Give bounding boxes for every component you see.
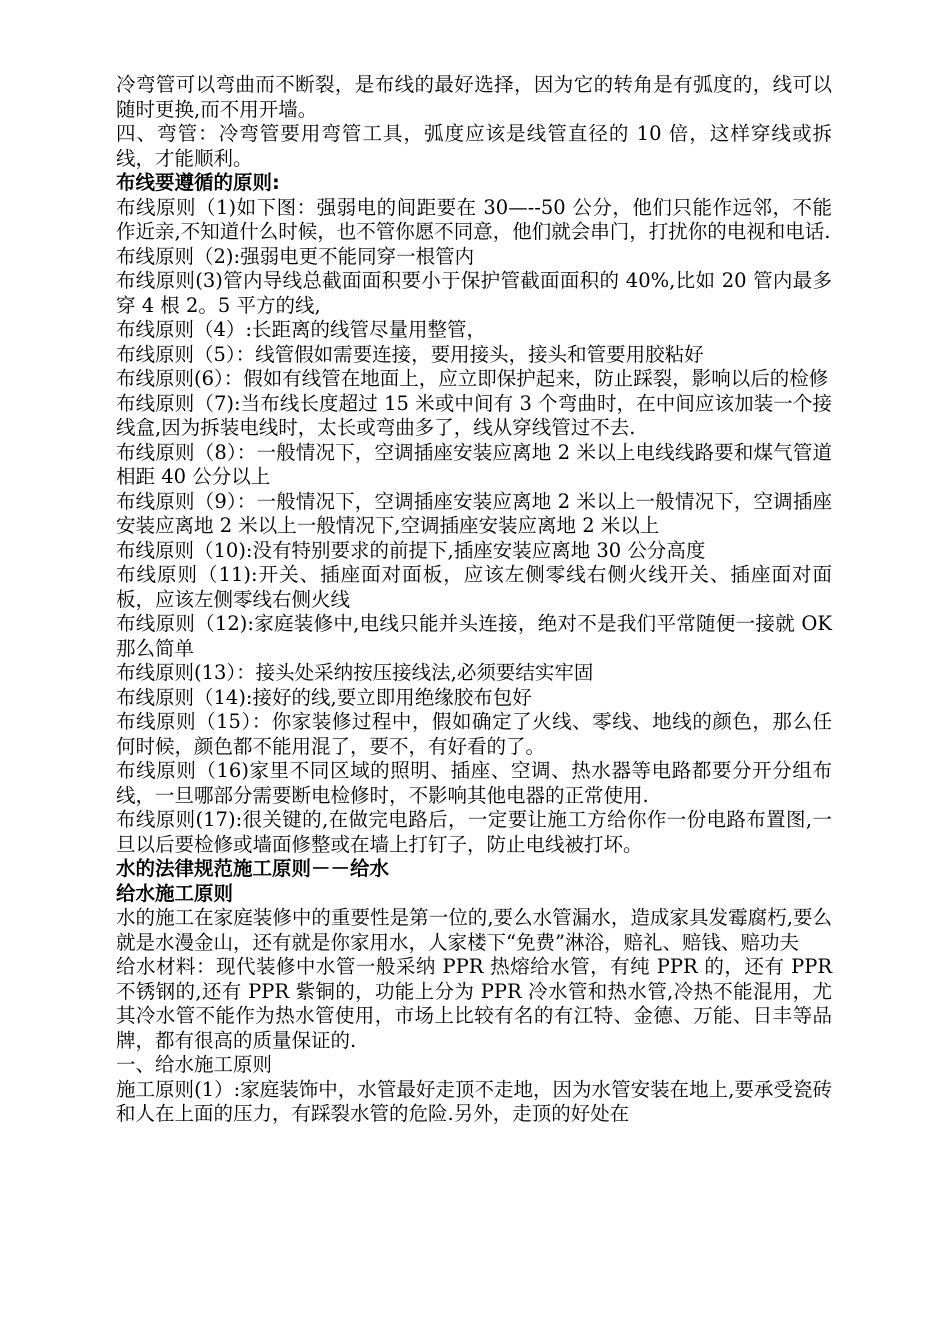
paragraph: 布线原则（5）：线管假如需要连接，要用接头，接头和管要用胶粘好 <box>116 342 704 366</box>
paragraph: 布线原则（14):接好的线,要立即用绝缘胶布包好 <box>116 685 532 709</box>
paragraph: 布线原则（7):当布线长度超过 15 米或中间有 3 个弯曲时，在中间应该加装一个接线盒,因为拆装电线时，太长或弯曲多了，线从穿线管过不去. <box>116 391 832 439</box>
paragraph: 布线原则（16)家里不同区域的照明、插座、空调、热水器等电路都要分开分组布线，一旦哪部分需要断电检修时，不影响其他电器的正常使用. <box>116 759 832 807</box>
paragraph: 一、给水施工原则 <box>116 1053 273 1076</box>
paragraph: 布线原则（11):开关、插座面对面板，应该左侧零线右侧火线开关、插座面对面板，应该左侧零线右侧火线 <box>116 563 832 611</box>
paragraph: 布线原则(3)管内导线总截面面积要小于保护管截面面积的 40%,比如 20 管内最多穿 4 根 2。5 平方的线, <box>116 269 832 317</box>
paragraph: 四、弯管：冷弯管要用弯管工具，弧度应该是线管直径的 10 倍，这样穿线或拆线，才能顺利。 <box>116 122 832 170</box>
paragraph: 布线原则（1)如下图：强弱电的间距要在 30—--50 公分，他们只能作远邻，不能作近亲,不知道什么时候，也不管你愿不同意，他们就会串门，打扰你的电视和电话. <box>116 195 832 243</box>
paragraph: 布线原则（15）：你家装修过程中，假如确定了火线、零线、地线的颜色，那么任何时候，颜色都不能用混了，要不，有好看的了。 <box>116 710 832 758</box>
paragraph: 水的施工在家庭装修中的重要性是第一位的,要么水管漏水，造成家具发霉腐朽,要么就是水漫金山，还有就是你家用水，人家楼下“免费”淋浴，赔礼、赔钱、赔功夫 <box>116 906 832 954</box>
section-heading: 水的法律规范施工原则－－给水 <box>116 857 390 880</box>
document-body <box>116 73 832 1127</box>
paragraph: 布线原则（12):家庭装修中,电线只能并头连接，绝对不是我们平常随便一接就 OK 那么简单 <box>116 612 832 660</box>
paragraph: 布线原则(13）：接头处采纳按压接线法,必须要结实牢固 <box>116 661 594 684</box>
paragraph: 布线原则(17):很关键的,在做完电路后，一定要让施工方给你作一份电路布置图,一旦以后要检修或墙面修整或在墙上打钉子，防止电线被打坏。 <box>116 808 832 856</box>
paragraph: 布线原则（9）：一般情况下，空调插座安装应离地 2 米以上一般情况下，空调插座安装应离地 2 米以上一般情况下,空调插座安装应离地 2 米以上 <box>116 489 832 537</box>
paragraph: 冷弯管可以弯曲而不断裂，是布线的最好选择，因为它的转角是有弧度的，线可以随时更换,而不用开墙。 <box>116 73 832 121</box>
paragraph: 布线原则（4）:长距离的线管尽量用整管， <box>116 318 486 341</box>
paragraph: 布线原则（10):没有特别要求的前提下,插座安装应离地 30 公分高度 <box>116 538 706 562</box>
paragraph: 布线原则（2):强弱电更不能同穿一根管内 <box>116 244 475 268</box>
section-heading: 给水施工原则 <box>116 881 234 905</box>
section-heading: 布线要遵循的原则: <box>116 171 280 194</box>
paragraph: 施工原则(1）:家庭装饰中，水管最好走顶不走地，因为水管安装在地上,要承受瓷砖和人在上面的压力，有踩裂水管的危险.另外，走顶的好处在 <box>116 1077 832 1125</box>
paragraph: 给水材料：现代装修中水管一般采纳 PPR 热熔给水管，有纯 PPR 的，还有 PPR 不锈钢的,还有 PPR 紫铜的，功能上分为 PPR 冷水管和热水管,冷热不能混用，尤其冷水管不能作为热水管使用，市场上比较有名的有江特、金德、万能、日丰等品牌，都有很高的质量保证的. <box>116 955 832 1052</box>
paragraph: 布线原则(6）：假如有线管在地面上，应立即保护起来，防止踩裂，影响以后的检修 <box>116 367 829 390</box>
paragraph: 布线原则（8）：一般情况下，空调插座安装应离地 2 米以上电线线路要和煤气管道相距 40 公分以上 <box>116 440 832 488</box>
